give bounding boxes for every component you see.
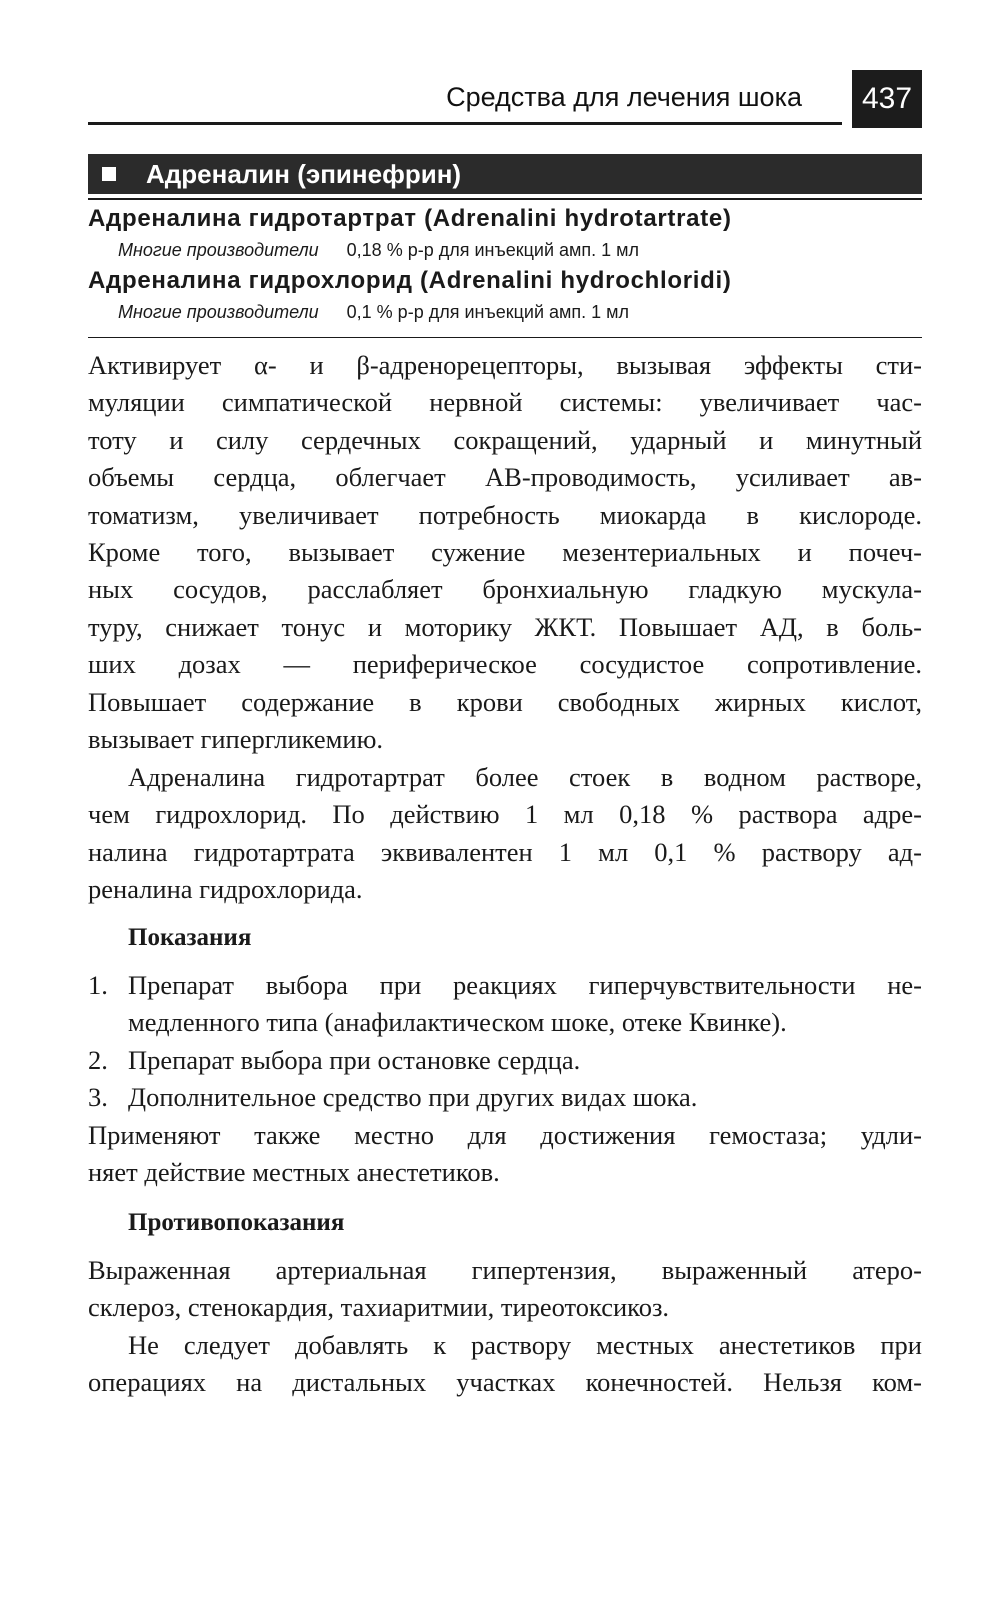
section-divider bbox=[88, 198, 922, 200]
section-title: Адреналин (эпинефрин) bbox=[146, 158, 462, 189]
text-line: Не следует добавлять к раствору местных анестетиков при bbox=[128, 1329, 922, 1360]
text-line: тоту и силу сердечных сокращений, ударный и минутный bbox=[88, 424, 922, 455]
text-line: Выраженная артериальная гипертензия, выраженный атеро- bbox=[88, 1255, 922, 1285]
drug-maker: Многие производители bbox=[118, 240, 319, 260]
text-line: Адреналина гидротартрат более стоек в водном растворе, bbox=[128, 762, 922, 792]
text-line: Дополнительное средство при других видах шока. bbox=[128, 1082, 698, 1113]
section-title-bar bbox=[88, 154, 922, 194]
list-number: 1. bbox=[88, 970, 108, 1000]
contraindications-paragraph bbox=[88, 1252, 922, 1402]
text-line: ных сосудов, расслабляет бронхиальную гладкую мускула- bbox=[88, 574, 922, 605]
drug-forms bbox=[88, 202, 922, 326]
list-number: 2. bbox=[88, 1044, 108, 1075]
indications-heading: Показания bbox=[128, 924, 252, 951]
list-item bbox=[88, 1042, 922, 1079]
page-number: 437 bbox=[852, 70, 922, 128]
text-line: реналина гидрохлорида. bbox=[88, 874, 363, 905]
drug-name: Адреналина гидрохлорид (Adrenalini hydrochloridi) bbox=[88, 267, 732, 294]
text-line: налина гидротартрата эквивалентен 1 мл 0,1 % раствору ад- bbox=[88, 836, 922, 867]
text-line: Препарат выбора при реакциях гиперчувствительности не- bbox=[128, 970, 922, 1000]
contraindications-heading: Противопоказания bbox=[128, 1209, 345, 1236]
drug-form: 0,18 % р-р для инъекций амп. 1 мл bbox=[346, 240, 640, 260]
drug-name: Адреналина гидротартрат (Adrenalini hydrotartrate) bbox=[88, 205, 732, 232]
text-line: Активирует α- и β-адренорецепторы, вызывая эффекты сти- bbox=[88, 350, 922, 380]
indications-list bbox=[88, 967, 922, 1191]
text-line: муляции симпатической нервной системы: увеличивает час- bbox=[88, 387, 922, 418]
text-line: Повышает содержание в крови свободных жирных кислот, bbox=[88, 686, 922, 717]
text-line: ших дозах — периферическое сосудистое сопротивление. bbox=[88, 649, 922, 680]
text-line: медленного типа (анафилактическом шоке, отеке Квинке). bbox=[128, 1007, 787, 1038]
drug-form: 0,1 % р-р для инъекций амп. 1 мл bbox=[346, 302, 630, 322]
text-line: няет действие местных анестетиков. bbox=[88, 1157, 500, 1188]
list-item bbox=[88, 1079, 922, 1116]
list-item bbox=[88, 967, 922, 1042]
stability-paragraph bbox=[88, 759, 922, 909]
text-line: вызывает гипергликемию. bbox=[88, 724, 384, 755]
text-line: туру, снижает тонус и моторику ЖКТ. Повышает АД, в боль- bbox=[88, 611, 922, 642]
drug-form-line bbox=[88, 298, 922, 326]
square-bullet-icon bbox=[102, 167, 116, 181]
drug-maker: Многие производители bbox=[118, 302, 319, 322]
text-line: томатизм, увеличивает потребность миокарда в кислороде. bbox=[88, 499, 922, 530]
forms-divider bbox=[88, 337, 922, 338]
list-number: 3. bbox=[88, 1082, 108, 1113]
running-header bbox=[88, 70, 842, 125]
text-line: Применяют также местно для достижения гемостаза; удли- bbox=[88, 1119, 922, 1150]
text-line: Препарат выбора при остановке сердца. bbox=[128, 1044, 581, 1075]
running-header-title: Средства для лечения шока bbox=[446, 82, 802, 112]
text-line: склероз, стенокардия, тахиаритмии, тиреотоксикоз. bbox=[88, 1292, 670, 1323]
text-line: Кроме того, вызывает сужение мезентериальных и почеч- bbox=[88, 537, 922, 568]
text-line: чем гидрохлорид. По действию 1 мл 0,18 % раствора адре- bbox=[88, 799, 922, 830]
drug-form-line bbox=[88, 236, 922, 264]
text-line: объемы сердца, облегчает АВ-проводимость, усиливает ав- bbox=[88, 462, 922, 493]
text-line: операциях на дистальных участках конечностей. Нельзя ком- bbox=[88, 1367, 922, 1398]
pharmacology-paragraph bbox=[88, 347, 922, 758]
